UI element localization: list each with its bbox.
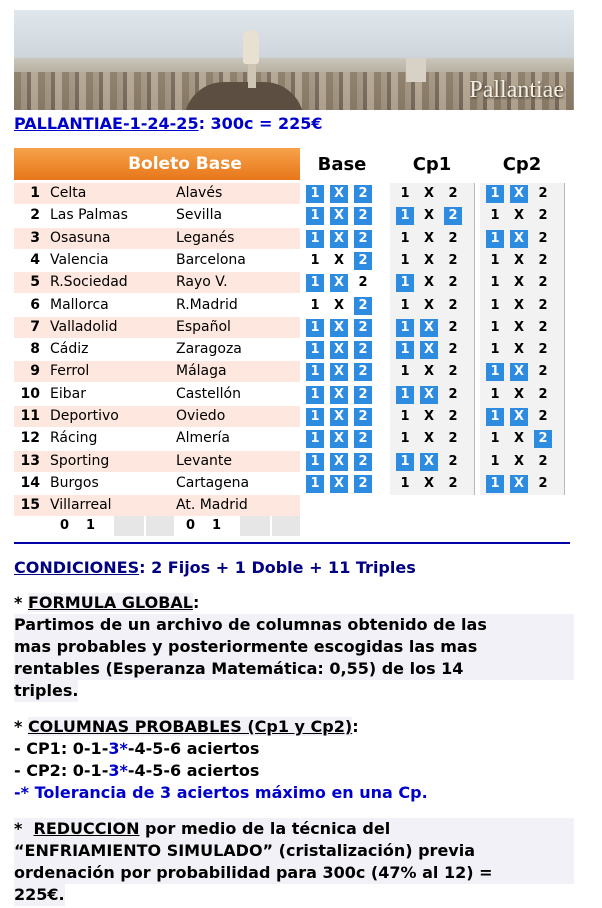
cp2-sign-1[interactable]: 1 [490, 297, 500, 313]
base-sign-x[interactable]: X [333, 297, 345, 313]
column-header-cp1: Cp1 [412, 154, 452, 175]
cp2-sign-x[interactable]: X [513, 252, 525, 268]
footer-home-score-0: 0 [60, 518, 70, 533]
footer-away-score-0: 0 [186, 518, 196, 533]
footer-cell [114, 516, 144, 536]
cp1-hits-prefix: - CP1: 0-1- [14, 739, 109, 758]
cp1-sign-2[interactable]: 2 [448, 319, 458, 335]
cp2-sign-2[interactable]: 2 [538, 386, 548, 402]
cp2-sign-x[interactable]: X [513, 275, 525, 291]
cp1-sign-2[interactable]: 2 [448, 475, 458, 491]
cp1-sign-2[interactable]: 2 [448, 386, 458, 402]
match-row [14, 361, 300, 382]
cp1-sign-1[interactable]: 1 [400, 252, 410, 268]
cp1-sign-2[interactable]: 2 [448, 297, 458, 313]
base-sign-2[interactable]: 2 [354, 185, 372, 203]
cp2-sign-x[interactable]: X [513, 297, 525, 313]
base-sign-1[interactable]: 1 [306, 230, 324, 248]
away-team: Sevilla [176, 207, 223, 224]
cp1-sign-1[interactable]: 1 [396, 207, 414, 225]
home-team: Burgos [50, 474, 99, 491]
cp2-sign-x[interactable]: X [513, 319, 525, 335]
cp1-sign-2[interactable]: 2 [448, 453, 458, 469]
cp1-sign-1[interactable]: 1 [400, 431, 410, 447]
match-number: 7 [30, 318, 40, 335]
match-number: 8 [30, 341, 40, 358]
match-row [14, 317, 300, 338]
base-sign-2[interactable]: 2 [354, 386, 372, 404]
formula-title: FORMULA GLOBAL [27, 593, 193, 612]
cp1-sign-x[interactable]: X [423, 409, 435, 424]
base-sign-x[interactable]: X [330, 363, 348, 381]
cp1-sign-2[interactable]: 2 [448, 364, 458, 380]
reduccion-line: “ENFRIAMIENTO SIMULADO” (cristalización) previa [14, 840, 574, 862]
reduccion-line: 225€. [14, 885, 65, 904]
cp1-sign-2[interactable]: 2 [448, 275, 458, 291]
footer-cell [240, 516, 270, 536]
boleto-base-title: Boleto Base [128, 154, 242, 174]
ticket-link[interactable]: PALLANTIAE-1-24-25 [14, 114, 199, 133]
away-team: Barcelona [176, 251, 246, 268]
column-header-cp2: Cp2 [502, 154, 542, 175]
cp2-sign-1[interactable]: 1 [490, 208, 500, 224]
match-number: 6 [30, 296, 40, 313]
cp1-separator [474, 183, 475, 495]
cp1-sign-x[interactable]: X [423, 275, 435, 291]
cp2-sign-2[interactable]: 2 [538, 475, 548, 491]
home-team: Valencia [50, 251, 109, 268]
home-team: Valladolid [50, 318, 118, 335]
boleto-base-header [14, 148, 300, 180]
cp2-sign-x[interactable]: X [510, 185, 528, 203]
base-sign-1[interactable]: 1 [306, 274, 324, 292]
cp2-sign-x[interactable]: X [513, 342, 525, 358]
match-number: 5 [30, 274, 40, 291]
cp2-sign-1[interactable]: 1 [490, 275, 500, 291]
match-row [14, 183, 300, 204]
base-sign-2[interactable]: 2 [354, 297, 372, 315]
match-number: 13 [20, 452, 40, 469]
formula-line: mas probables y posteriormente escogidas las mas [14, 636, 574, 658]
base-sign-1[interactable]: 1 [306, 453, 324, 471]
cp2-sign-2[interactable]: 2 [538, 342, 548, 358]
footer-cell [146, 516, 174, 536]
formula-line: triples. [14, 681, 79, 700]
cp2-sign-1[interactable]: 1 [490, 386, 500, 402]
base-sign-2[interactable]: 2 [354, 252, 372, 270]
cp2-sign-1[interactable]: 1 [486, 230, 504, 248]
match-row [14, 384, 300, 405]
home-team: Las Palmas [50, 207, 128, 224]
match-row [14, 428, 300, 449]
banner-statue [243, 30, 259, 64]
base-sign-2[interactable]: 2 [354, 363, 372, 381]
header-banner-image [14, 10, 574, 110]
cp1-sign-1[interactable]: 1 [400, 364, 410, 380]
base-sign-2[interactable]: 2 [354, 341, 372, 359]
base-sign-1[interactable]: 1 [306, 430, 324, 448]
cp1-sign-x[interactable]: X [420, 341, 438, 359]
home-team: Mallorca [50, 296, 109, 313]
base-sign-x[interactable]: X [330, 453, 348, 471]
cp2-sign-2[interactable]: 2 [538, 297, 548, 313]
cp2-sign-2[interactable]: 2 [538, 275, 548, 291]
cp1-hits-mark: 3* [108, 739, 128, 758]
cp1-sign-2[interactable]: 2 [448, 431, 458, 447]
away-team: At. Madrid [176, 497, 248, 514]
cp2-sign-2[interactable]: 2 [534, 430, 552, 448]
away-team: R.Madrid [176, 296, 238, 313]
base-sign-1[interactable]: 1 [306, 207, 324, 225]
base-sign-x[interactable]: X [330, 319, 348, 337]
match-row [14, 339, 300, 360]
match-number: 15 [20, 497, 40, 514]
home-team: Rácing [50, 430, 98, 447]
cp1-sign-1[interactable]: 1 [400, 475, 410, 491]
banner-tower [406, 58, 426, 82]
home-team: Sporting [50, 452, 110, 469]
base-sign-1[interactable]: 1 [306, 341, 324, 359]
base-sign-x[interactable]: X [330, 207, 348, 225]
base-sign-x[interactable]: X [330, 408, 348, 426]
home-team: Villarreal [50, 497, 112, 514]
cp2-sign-1[interactable]: 1 [490, 252, 500, 268]
base-sign-x[interactable]: X [333, 252, 345, 268]
cp2-sign-x[interactable]: X [513, 431, 525, 447]
cp2-sign-1[interactable]: 1 [486, 475, 504, 493]
match-row [14, 295, 300, 316]
base-sign-2[interactable]: 2 [354, 430, 372, 448]
cp1-sign-2[interactable]: 2 [448, 230, 458, 246]
away-team: Málaga [176, 363, 227, 380]
cp2-sign-2[interactable]: 2 [538, 186, 548, 201]
banner-statue-pedestal [248, 62, 256, 88]
cp1-sign-2[interactable]: 2 [448, 252, 458, 268]
cp1-sign-x[interactable]: X [423, 186, 435, 201]
base-sign-x[interactable]: X [330, 230, 348, 248]
base-sign-2[interactable]: 2 [354, 230, 372, 248]
cp2-sign-x[interactable]: X [513, 453, 525, 469]
base-sign-2[interactable]: 2 [354, 319, 372, 337]
scores-footer [14, 515, 300, 537]
reduccion-line: por medio de la técnica del [139, 819, 391, 838]
cp1-sign-x[interactable]: X [423, 208, 435, 224]
cp1-sign-x[interactable]: X [423, 364, 435, 380]
base-sign-2[interactable]: 2 [354, 408, 372, 426]
formula-line: rentables (Esperanza Matemática: 0,55) de los 14 [14, 658, 574, 680]
cp2-sign-1[interactable]: 1 [490, 453, 500, 469]
conditions-line [14, 557, 416, 579]
cp2-sign-1[interactable]: 1 [486, 185, 504, 203]
cp2-sign-x[interactable]: X [510, 408, 528, 426]
base-sign-x[interactable]: X [330, 430, 348, 448]
home-team: Deportivo [50, 408, 119, 424]
cp1-sign-x[interactable]: X [423, 252, 435, 268]
home-team: Celta [50, 185, 87, 201]
base-sign-1[interactable]: 1 [306, 363, 324, 381]
reduccion-line: ordenación por probabilidad para 300c (47% al 12) = [14, 862, 574, 884]
cp1-sign-x[interactable]: X [420, 386, 438, 404]
base-sign-2[interactable]: 2 [354, 475, 372, 493]
cp1-sign-1[interactable]: 1 [400, 409, 410, 424]
cp2-sign-2[interactable]: 2 [538, 208, 548, 224]
cp1-sign-1[interactable]: 1 [400, 297, 410, 313]
away-team: Leganés [176, 229, 235, 246]
cp2-sign-x[interactable]: X [510, 475, 528, 493]
cp1-sign-x[interactable]: X [423, 475, 435, 491]
away-team: Castellón [176, 385, 241, 402]
footer-home-score-1: 1 [86, 518, 96, 533]
reduccion-text [14, 818, 574, 906]
cp2-sign-2[interactable]: 2 [538, 364, 548, 380]
away-team: Oviedo [176, 408, 226, 424]
match-row [14, 228, 300, 249]
match-number: 9 [30, 363, 40, 380]
base-sign-x[interactable]: X [330, 185, 348, 203]
cp1-sign-1[interactable]: 1 [396, 341, 414, 359]
ticket-headline [14, 114, 323, 133]
base-sign-1[interactable]: 1 [306, 386, 324, 404]
cp1-sign-x[interactable]: X [423, 431, 435, 447]
match-row [14, 495, 300, 516]
cp1-sign-x[interactable]: X [420, 453, 438, 471]
cp2-sign-2[interactable]: 2 [538, 252, 548, 268]
match-number: 3 [30, 229, 40, 246]
tolerance-note: -* Tolerancia de 3 aciertos máximo en una Cp. [14, 783, 428, 802]
cp1-sign-1[interactable]: 1 [396, 274, 414, 292]
match-number: 11 [20, 408, 40, 424]
away-team: Levante [176, 452, 233, 469]
match-number: 1 [30, 185, 40, 201]
cp2-sign-x[interactable]: X [513, 208, 525, 224]
cp2-sign-1[interactable]: 1 [486, 408, 504, 426]
cp2-hits-prefix: - CP2: 0-1- [14, 761, 109, 780]
ticket-price: : 300c = 225€ [198, 114, 323, 133]
match-row [14, 473, 300, 494]
match-row [14, 205, 300, 226]
cp1-sign-1[interactable]: 1 [396, 319, 414, 337]
cp2-sign-2[interactable]: 2 [538, 409, 548, 424]
cp1-sign-x[interactable]: X [423, 230, 435, 246]
away-team: Cartagena [176, 474, 250, 491]
cp2-sign-x[interactable]: X [510, 363, 528, 381]
away-team: Almería [176, 430, 230, 447]
base-sign-x[interactable]: X [330, 475, 348, 493]
probables-title: COLUMNAS PROBABLES (Cp1 y Cp2) [27, 717, 353, 736]
conditions-label[interactable]: CONDICIONES [14, 558, 140, 577]
cp2-sign-2[interactable]: 2 [538, 319, 548, 335]
footer-away-score-1: 1 [212, 518, 222, 533]
cp2-sign-2[interactable]: 2 [538, 453, 548, 469]
cp1-sign-2[interactable]: 2 [448, 409, 458, 424]
base-sign-1[interactable]: 1 [306, 185, 324, 203]
match-number: 2 [30, 207, 40, 224]
match-row [14, 250, 300, 271]
cp1-hits-line [14, 738, 259, 760]
cp2-hits-line [14, 760, 259, 782]
reduccion-line-1: * REDUCCION por medio de la técnica del [14, 818, 574, 840]
home-team: R.Sociedad [50, 274, 128, 291]
base-sign-2[interactable]: 2 [354, 207, 372, 225]
footer-cell [272, 516, 300, 536]
reduccion-title: REDUCCION [33, 819, 140, 838]
base-sign-x[interactable]: X [330, 274, 348, 292]
base-sign-1[interactable]: 1 [306, 408, 324, 426]
cp2-sign-x[interactable]: X [513, 386, 525, 402]
base-sign-x[interactable]: X [330, 386, 348, 404]
base-sign-1[interactable]: 1 [306, 475, 324, 493]
cp2-hits-mark: 3* [108, 761, 128, 780]
home-team: Eibar [50, 385, 86, 402]
cp2-sign-x[interactable]: X [510, 230, 528, 248]
match-number: 12 [20, 430, 40, 447]
cp2-sign-1[interactable]: 1 [486, 363, 504, 381]
match-number: 14 [20, 474, 40, 491]
cp1-sign-2[interactable]: 2 [448, 186, 458, 201]
cp1-sign-1[interactable]: 1 [400, 230, 410, 246]
base-sign-1[interactable]: 1 [306, 319, 324, 337]
formula-text [14, 614, 574, 702]
conditions-text: : 2 Fijos + 1 Doble + 11 Triples [139, 558, 416, 577]
formula-heading: * FORMULA GLOBAL: [14, 593, 200, 612]
away-team: Alavés [176, 185, 223, 201]
cp1-sign-1[interactable]: 1 [396, 386, 414, 404]
cp2-hits-suffix: -4-5-6 aciertos [127, 761, 260, 780]
base-sign-x[interactable]: X [330, 341, 348, 359]
base-sign-2[interactable]: 2 [354, 453, 372, 471]
probables-heading: * COLUMNAS PROBABLES (Cp1 y Cp2): [14, 717, 359, 736]
cp2-sign-2[interactable]: 2 [538, 230, 548, 246]
cp1-sign-x[interactable]: X [423, 297, 435, 313]
away-team: Rayo V. [176, 274, 228, 291]
cp1-sign-1[interactable]: 1 [400, 186, 410, 201]
home-team: Cádiz [50, 341, 89, 358]
away-team: Zaragoza [176, 341, 242, 358]
match-row [14, 451, 300, 472]
cp1-sign-1[interactable]: 1 [396, 453, 414, 471]
formula-line: Partimos de un archivo de columnas obtenido de las [14, 614, 574, 636]
cp1-sign-2[interactable]: 2 [448, 342, 458, 358]
cp1-sign-x[interactable]: X [420, 319, 438, 337]
base-sign-1[interactable]: 1 [310, 252, 320, 268]
away-team: Español [176, 318, 231, 335]
home-team: Osasuna [50, 229, 111, 246]
cp2-separator [564, 183, 565, 495]
home-team: Ferrol [50, 363, 90, 380]
cp1-sign-2[interactable]: 2 [444, 207, 462, 225]
cp2-sign-1[interactable]: 1 [490, 342, 500, 358]
cp1-hits-suffix: -4-5-6 aciertos [127, 739, 260, 758]
column-header-base: Base [317, 154, 367, 175]
base-sign-1[interactable]: 1 [310, 297, 320, 313]
cp2-sign-1[interactable]: 1 [490, 319, 500, 335]
cp2-sign-1[interactable]: 1 [490, 431, 500, 447]
section-divider [14, 542, 570, 544]
match-number: 10 [20, 385, 40, 402]
match-row [14, 406, 300, 427]
base-sign-2[interactable]: 2 [358, 275, 368, 291]
match-number: 4 [30, 251, 40, 268]
match-row [14, 272, 300, 293]
brand-logo: Pallantiae [469, 77, 564, 103]
